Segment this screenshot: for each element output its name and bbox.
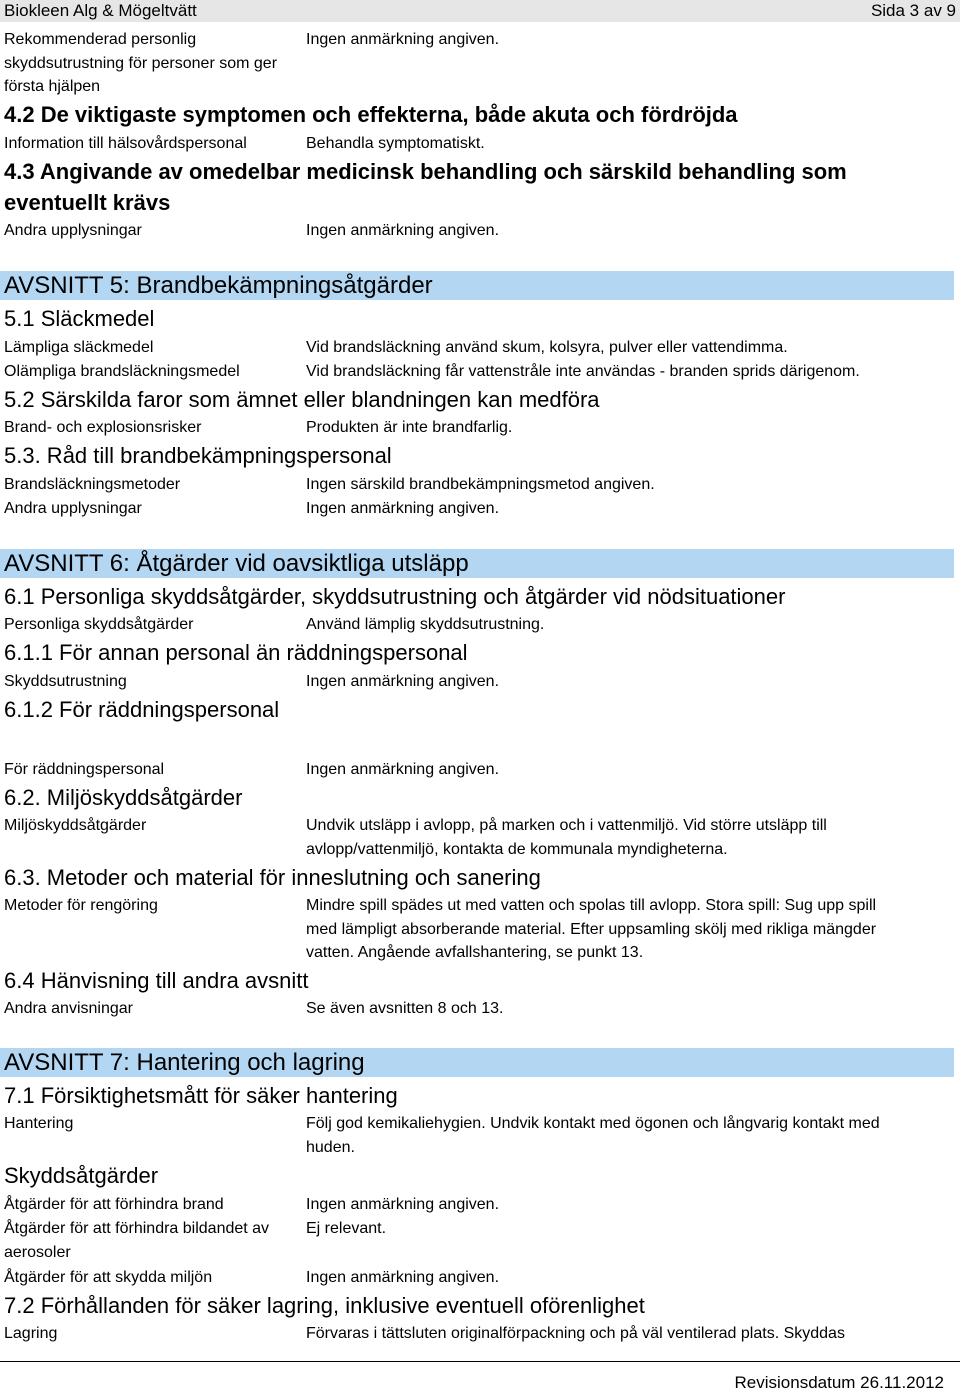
unsuitable-media-label: Olämpliga brandsläckningsmedel	[4, 363, 240, 380]
section-7-bar	[0, 1048, 954, 1077]
rescue-personnel-label: För räddningspersonal	[4, 761, 165, 778]
suitable-media-value: Vid brandsläckning använd skum, kolsyra, pulver eller vattendimma.	[306, 339, 788, 356]
s5-other-info-value: Ingen anmärkning angiven.	[306, 500, 500, 517]
heading-6-1-2: 6.1.2 För räddningspersonal	[4, 697, 280, 722]
heading-4-3: 4.3 Angivande av omedelbar medicinsk behandling och särskild behandling som eventuellt krävs	[4, 159, 847, 215]
personal-protection-label: Personliga skyddsåtgärder	[4, 616, 194, 633]
handling-label: Hantering	[4, 1115, 74, 1132]
s5-other-info-label: Andra upplysningar	[4, 500, 142, 517]
heading-5-1: 5.1 Släckmedel	[4, 306, 155, 331]
heading-6-1-1: 6.1.1 För annan personal än räddningspersonal	[4, 640, 468, 665]
heading-7-1: 7.1 Försiktighetsmått för säker hantering	[4, 1083, 398, 1108]
heading-4-2: 4.2 De viktigaste symptomen och effekterna, både akuta och fördröjda	[4, 102, 738, 127]
document-title: Biokleen Alg & Mögeltvätt	[4, 1, 197, 20]
handling-value: Följ god kemikaliehygien. Undvik kontakt med ögonen och långvarig kontakt med huden.	[306, 1115, 880, 1156]
aerosol-prevention-label: Åtgärder för att förhindra bildandet av aerosoler	[4, 1220, 270, 1261]
storage-label: Lagring	[4, 1325, 58, 1342]
heading-6-1: 6.1 Personliga skyddsåtgärder, skyddsutrustning och åtgärder vid nödsituationer	[4, 584, 786, 609]
other-references-value: Se även avsnitten 8 och 13.	[306, 1000, 504, 1017]
page-header	[0, 0, 960, 22]
footer-divider	[0, 1361, 960, 1362]
heading-6-3: 6.3. Metoder och material för inneslutning och sanering	[4, 865, 541, 890]
extinguish-method-label: Brandsläckningsmetoder	[4, 476, 181, 493]
health-info-value: Behandla symptomatiskt.	[306, 135, 485, 152]
heading-protective-measures: Skyddsåtgärder	[4, 1163, 159, 1188]
suitable-media-label: Lämpliga släckmedel	[4, 339, 154, 356]
section-6-title: AVSNITT 6: Åtgärder vid oavsiktliga utsläpp	[4, 550, 469, 577]
heading-7-2: 7.2 Förhållanden för säker lagring, inklusive eventuell oförenlighet	[4, 1293, 645, 1318]
fire-prevention-label: Åtgärder för att förhindra brand	[4, 1196, 224, 1213]
section-5-bar	[0, 271, 954, 300]
rescue-personnel-value: Ingen anmärkning angiven.	[306, 761, 500, 778]
env-protection-label: Miljöskyddsåtgärder	[4, 817, 147, 834]
heading-6-2: 6.2. Miljöskyddsåtgärder	[4, 785, 243, 810]
extinguish-method-value: Ingen särskild brandbekämpningsmetod angiven.	[306, 476, 655, 493]
section-6-bar	[0, 549, 954, 578]
env-protection-value: Undvik utsläpp i avlopp, på marken och i vattenmiljö. Vid större utsläpp till avlopp/vattenmiljö, kontakta de kommunala myndigheterna.	[306, 817, 827, 858]
heading-6-4: 6.4 Hänvisning till andra avsnitt	[4, 968, 309, 993]
protective-equipment-label: Skyddsutrustning	[4, 673, 127, 690]
health-info-label: Information till hälsovårdspersonal	[4, 135, 247, 152]
other-info-label: Andra upplysningar	[4, 222, 142, 239]
storage-value: Förvaras i tättsluten originalförpackning och på väl ventilerad plats. Skyddas	[306, 1325, 845, 1342]
section-7-title: AVSNITT 7: Hantering och lagring	[4, 1049, 365, 1076]
unsuitable-media-value: Vid brandsläckning får vattenstråle inte användas - branden sprids därigenom.	[306, 363, 860, 380]
env-measures-label: Åtgärder för att skydda miljön	[4, 1269, 213, 1286]
cleanup-methods-value: Mindre spill spädes ut med vatten och spolas till avlopp. Stora spill: Sug upp spill med lämpligt absorberande material. Efter uppsamling skölj med rikliga mängder vatten. Angående avfallshantering, se punkt 13.	[306, 897, 877, 961]
protective-equipment-value: Ingen anmärkning angiven.	[306, 673, 500, 690]
other-references-label: Andra anvisningar	[4, 1000, 133, 1017]
env-measures-value: Ingen anmärkning angiven.	[306, 1269, 500, 1286]
revision-date: Revisionsdatum 26.11.2012	[734, 1373, 944, 1392]
fire-risk-value: Produkten är inte brandfarlig.	[306, 419, 513, 436]
ppe-label: Rekommenderad personlig skyddsutrustning för personer som ger första hjälpen	[4, 31, 278, 95]
fire-prevention-value: Ingen anmärkning angiven.	[306, 1196, 500, 1213]
ppe-value: Ingen anmärkning angiven.	[306, 31, 500, 48]
personal-protection-value: Använd lämplig skyddsutrustning.	[306, 616, 545, 633]
fire-risk-label: Brand- och explosionsrisker	[4, 419, 202, 436]
page-number: Sida 3 av 9	[870, 1, 956, 20]
section-5-title: AVSNITT 5: Brandbekämpningsåtgärder	[4, 272, 433, 299]
aerosol-prevention-value: Ej relevant.	[306, 1220, 387, 1237]
heading-5-2: 5.2 Särskilda faror som ämnet eller blandningen kan medföra	[4, 387, 600, 412]
heading-5-3: 5.3. Råd till brandbekämpningspersonal	[4, 443, 392, 468]
cleanup-methods-label: Metoder för rengöring	[4, 897, 158, 914]
other-info-value: Ingen anmärkning angiven.	[306, 222, 500, 239]
